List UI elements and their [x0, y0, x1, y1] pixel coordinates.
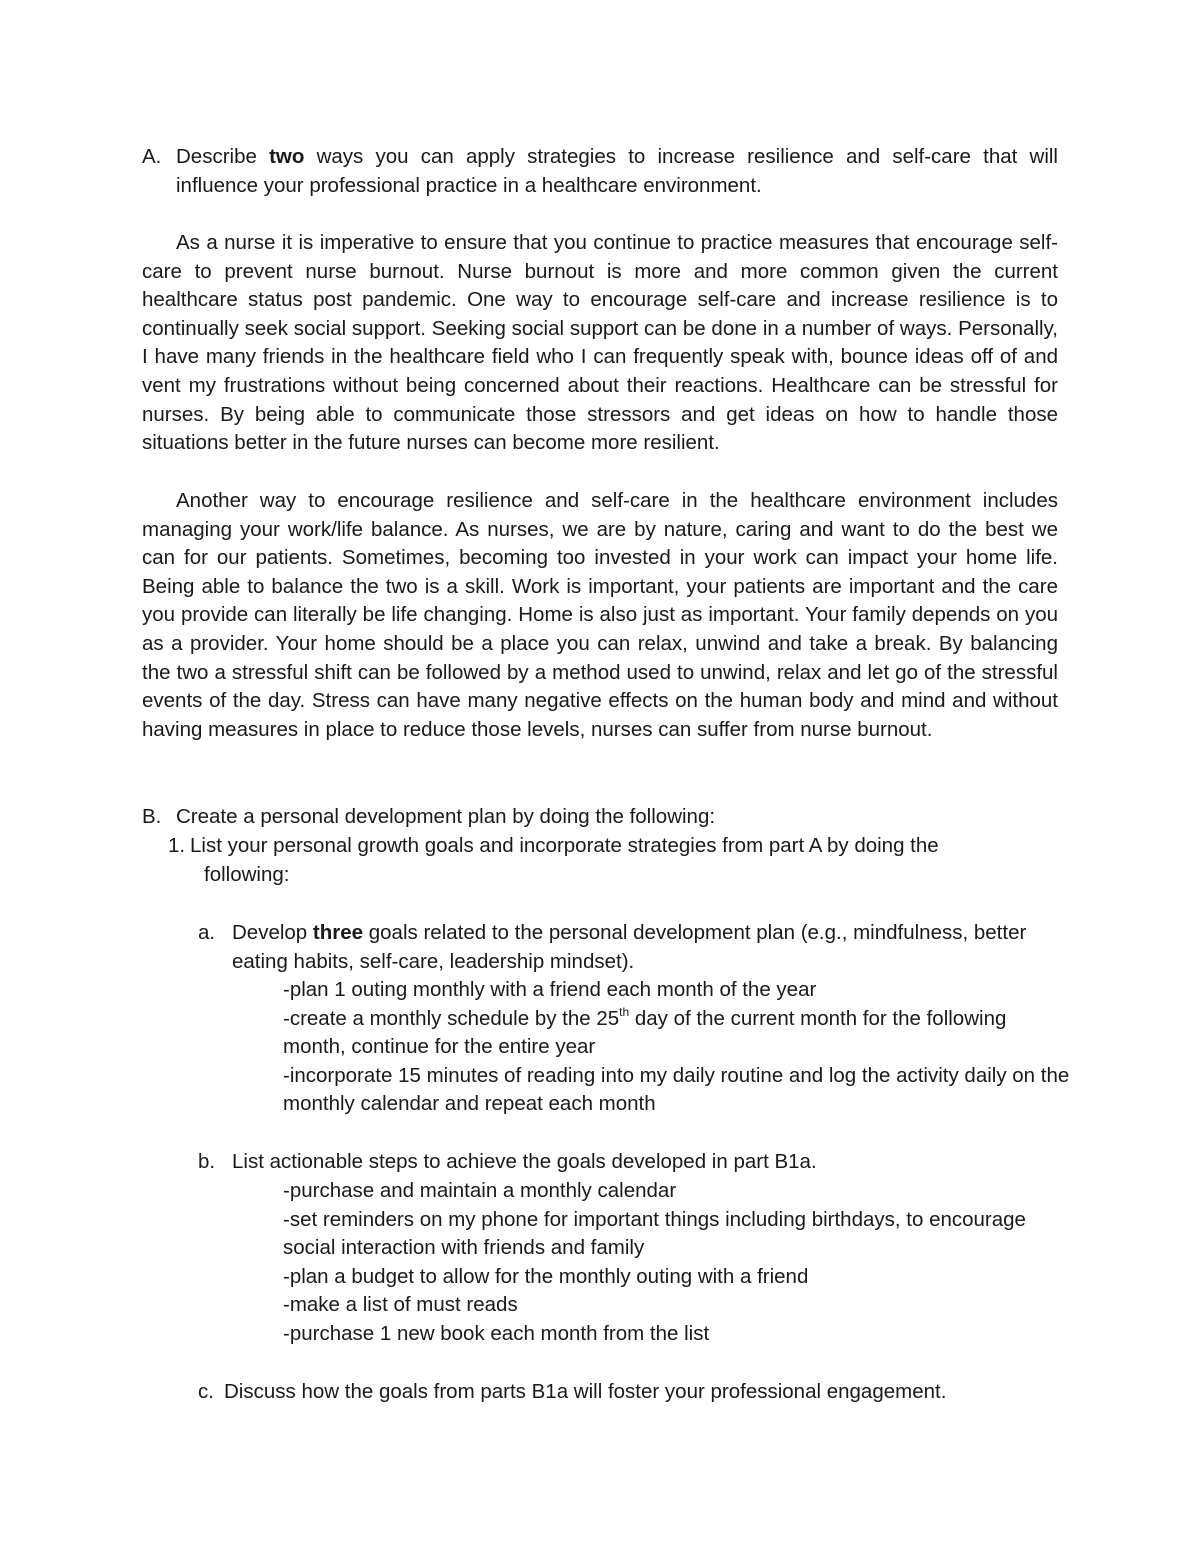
question-b-item-1 [168, 832, 1058, 889]
step-item: -plan a budget to allow for the monthly outing with a friend [283, 1264, 809, 1288]
sub-a-text-end: goals related to the personal development plan (e.g., mindfulness, better eating habits, self-care, leadership mindset). [232, 921, 1027, 973]
question-b-marker: B. [142, 805, 162, 828]
goal-1: -plan 1 outing monthly with a friend each month of the year [283, 978, 817, 1001]
question-b [142, 803, 1058, 832]
answer-a-paragraph-1: As a nurse it is imperative to ensure that you continue to practice measures that encourage self-care to prevent nurse burnout. Nurse burnout is more and more common given the current healthcare status post pandemic. One way to encourage self-care and increase resilience is to continually seek social support. Seeking social support can be done in a number of ways. Personally, I have many friends in the healthcare field who I can frequently speak with, bounce ideas off of and vent my frustrations without being concerned about their reactions. Healthcare can be stressful for nurses. By being able to communicate those stressors and get ideas on how to handle those situations better in the future nurses can become more resilient. [142, 231, 1058, 455]
sub-c-marker: c. [198, 1380, 214, 1403]
step-item: -purchase 1 new book each month from the list [283, 1321, 710, 1345]
sub-a-marker: a. [198, 921, 216, 944]
sub-c-text: Discuss how the goals from parts B1a will foster your professional engagement. [224, 1380, 947, 1403]
goal-2 [283, 1005, 1073, 1062]
question-b-text: Create a personal development plan by doing the following: [176, 805, 716, 828]
step-item: -set reminders on my phone for important things including birthdays, to encourage social interaction with friends and family [283, 1207, 1026, 1260]
step-item: -make a list of must reads [283, 1293, 518, 1317]
answer-a-paragraph-2: Another way to encourage resilience and self-care in the healthcare environment includes managing your work/life balance. As nurses, we are by nature, caring and want to do the best we can for our patients. Sometimes, becoming too invested in your work can impact your home life. Being able to balance the two is a skill. Work is important, your patients are important and the care you provide can literally be life changing. Home is also just as important. Your family depends on you as a provider. Your home should be a place you can relax, unwind and take a break. By balancing the two a stressful shift can be followed by a method used to unwind, relax and let go of the stressful events of the day. Stress can have many negative effects on the human body and mind and without having measures in place to reduce those levels, nurses can suffer from nurse burnout. [142, 489, 1058, 741]
goal-2-superscript: th [619, 1004, 630, 1019]
goal-2-end: day of the current month for the following month, continue for the entire year [283, 1006, 1007, 1059]
sub-b-marker: b. [198, 1150, 216, 1173]
item-1-marker: 1. [168, 834, 186, 857]
step-item: -purchase and maintain a monthly calendar [283, 1179, 677, 1202]
sub-question-a [198, 919, 1078, 976]
sub-a-text [232, 919, 1078, 976]
sub-question-c [198, 1378, 1078, 1407]
steps-list [283, 1177, 1073, 1349]
question-a-text-end: ways you can apply strategies to increase resilience and self-care that will influence your professional practice in a healthcare environment. [176, 145, 1058, 197]
sub-a-text-start: Develop [232, 921, 313, 944]
sub-b-text: List actionable steps to achieve the goals developed in part B1a. [232, 1150, 817, 1173]
goal-3: -incorporate 15 minutes of reading into my daily routine and log the activity daily on the monthly calendar and repeat each month [283, 1063, 1070, 1116]
question-a-text [176, 143, 1058, 200]
question-a [142, 143, 1058, 200]
goals-list [283, 976, 1073, 1119]
goal-2-start: -create a monthly schedule by the 25 [283, 1006, 620, 1030]
question-a-marker: A. [142, 145, 162, 168]
question-a-emphasis: two [269, 145, 305, 168]
question-a-text-start: Describe [176, 145, 270, 168]
sub-question-b [198, 1148, 1078, 1177]
item-1-text: List your personal growth goals and incorporate strategies from part A by doing the [190, 834, 939, 857]
item-1-continuation: following: [204, 862, 290, 886]
sub-a-emphasis: three [312, 921, 364, 944]
